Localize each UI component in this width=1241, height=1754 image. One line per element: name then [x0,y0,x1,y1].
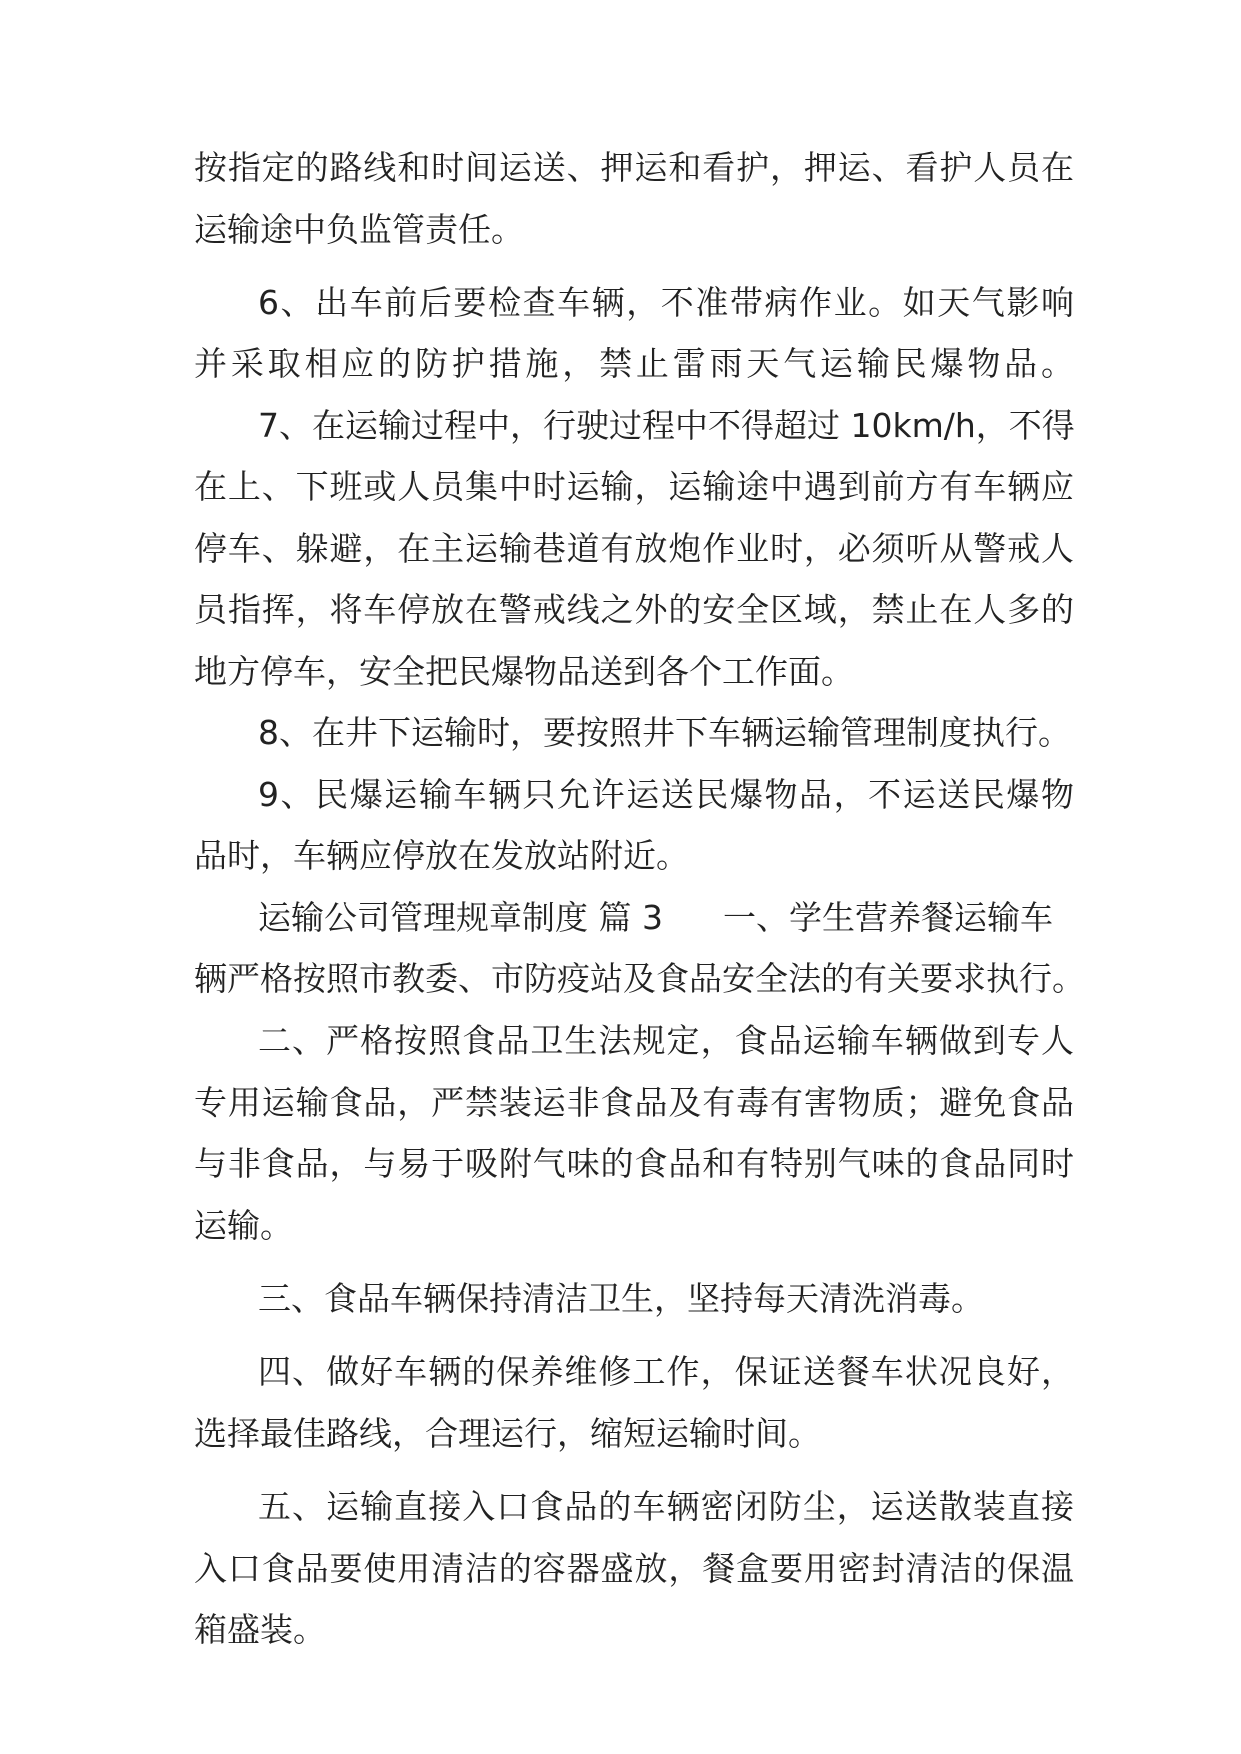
paragraph-4-line: 选择最佳路线，合理运行，缩短运输时间。 [194,1414,821,1453]
item-6-line: 6、出车前后要检查车辆，不准带病作业。如天气影响 [258,283,1074,322]
paragraph-4-line: 四、做好车辆的保养维修工作，保证送餐车状况良好， [258,1352,1074,1391]
section-3-item-1-start: 一、学生营养餐运输车 [722,898,1053,937]
paragraph-5-line: 入口食品要使用清洁的容器盛放，餐盒要用密封清洁的保温 [194,1549,1074,1588]
paragraph-2-line: 专用运输食品，严禁装运非食品及有毒有害物质；避免食品 [194,1083,1074,1122]
item-7-line: 地方停车，安全把民爆物品送到各个工作面。 [194,652,854,691]
paragraph-3-line: 三、食品车辆保持清洁卫生，坚持每天清洗消毒。 [258,1279,984,1318]
item-7-line: 7、在运输过程中，行驶过程中不得超过 10km/h，不得 [258,406,1075,445]
item-8-line: 8、在井下运输时，要按照井下车辆运输管理制度执行。 [258,713,1071,752]
paragraph-2-line: 运输。 [194,1206,293,1245]
item-7-line: 停车、躲避，在主运输巷道有放炮作业时，必须听从警戒人 [194,529,1074,568]
item-7-line: 员指挥，将车停放在警戒线之外的安全区域，禁止在人多的 [194,590,1074,629]
section-3-heading: 运输公司管理规章制度 篇 3 [258,898,663,937]
paragraph-2-line: 与非食品，与易于吸附气味的食品和有特别气味的食品同时 [194,1144,1074,1183]
item-9-line: 品时，车辆应停放在发放站附近。 [194,836,689,875]
paragraph-line: 按指定的路线和时间运送、押运和看护，押运、看护人员在 [194,148,1074,187]
paragraph-line: 运输途中负监管责任。 [194,210,524,249]
section-3-line: 辆严格按照市教委、市防疫站及食品安全法的有关要求执行。 [194,959,1085,998]
item-9-line: 9、民爆运输车辆只允许运送民爆物品，不运送民爆物 [258,775,1074,814]
item-6-line: 并采取相应的防护措施，禁止雷雨天气运输民爆物品。 [194,344,1074,383]
paragraph-5-line: 箱盛装。 [194,1610,326,1649]
section-3-line [258,895,1074,941]
paragraph-2-line: 二、严格按照食品卫生法规定，食品运输车辆做到专人 [258,1021,1074,1060]
paragraph-5-line: 五、运输直接入口食品的车辆密闭防尘，运送散装直接 [258,1487,1074,1526]
item-7-line: 在上、下班或人员集中时运输，运输途中遇到前方有车辆应 [194,467,1074,506]
